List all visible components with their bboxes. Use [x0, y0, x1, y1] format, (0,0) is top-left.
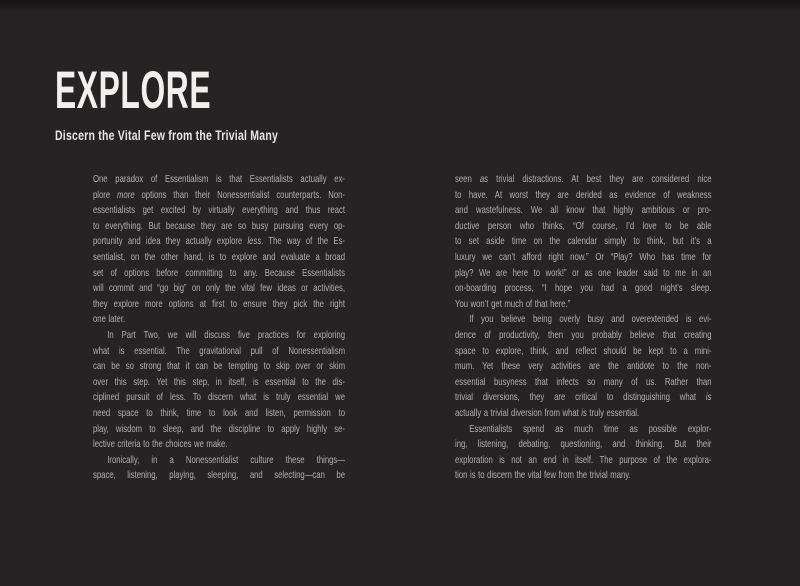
text-line: ductive person who thinks, “Of course, I’d love to be able: [455, 220, 712, 232]
text-line: You won’t get much of that here.”: [455, 298, 571, 310]
text-line: lective criteria to the choices we make.: [93, 439, 228, 451]
chapter-subtitle-wrap: [55, 127, 352, 145]
text-line: to have. At worst they are derided as evidence of weakness: [455, 189, 712, 201]
text-line: need space to think, time to look and listen, permission to: [93, 407, 345, 419]
text-line: play, wisdom to sleep, and the discipline to apply highly se-: [93, 423, 345, 435]
chapter-title: EXPLORE: [55, 61, 212, 120]
text-column-right: [455, 172, 712, 484]
text-line: Essentialists spend as much time as possible explor-: [469, 423, 712, 435]
text-line: to everything. But because they are so busy pursuing every op-: [93, 220, 345, 232]
text-line: on-boarding process, “I hope you had a good night’s sleep.: [455, 283, 712, 295]
text-line: actually a trivial diversion from what is truly essential.: [455, 407, 640, 419]
text-column-left: [93, 172, 345, 484]
text-line: play? We are here to work!” or as one leader said to me in an: [455, 267, 712, 279]
text-line: will commit and “go big” on only the vital few ideas or activities,: [93, 283, 345, 295]
text-line: Ironically, in a Nonessentialist culture these things—: [107, 454, 345, 466]
text-line: essentialists get excited by virtually everything and thus react: [93, 205, 345, 217]
text-line: one later.: [93, 314, 126, 326]
text-line: exploration is not an end in itself. The purpose of the explora-: [455, 454, 712, 466]
text-line: portunity and idea they actually explore less. The way of the Es-: [93, 236, 345, 248]
text-line: space, listening, playing, sleeping, and selecting—can be: [93, 470, 345, 482]
text-line: One paradox of Essentialism is that Essentialists actually ex-: [93, 174, 345, 185]
text-line: space to explore, think, and reflect should be kept to a mini-: [455, 345, 712, 357]
text-line: dence of productivity, then you probably believe that creating: [455, 329, 712, 341]
text-line: set of options before committing to any. Because Essentialists: [93, 267, 345, 279]
text-line: to set aside time on the calendar simply to think, but it’s a: [455, 236, 712, 248]
page-top-shadow: [0, 0, 800, 13]
text-line: they explore more options at first to ensure they pick the right: [93, 298, 345, 310]
text-line: In Part Two, we will discuss five practices for exploring: [107, 329, 345, 341]
text-line: tion is to discern the vital few from the trivial many.: [455, 470, 631, 482]
text-line: essential busyness that infects so many of us. Rather than: [455, 376, 712, 388]
text-line: seen as trivial distractions. At best they are considered nice: [455, 174, 712, 185]
chapter-title-wrap: [55, 61, 315, 120]
text-line: what is essential. The gravitational pull of Nonessentialism: [93, 345, 345, 357]
text-line: If you believe being overly busy and overextended is evi-: [469, 314, 712, 326]
text-line: ing, listening, debating, questioning, and thinking. But their: [455, 439, 712, 451]
text-line: plore more options than their Nonessentialist counterparts. Non-: [93, 189, 345, 201]
text-line: trivial diversions, they are critical to distinguishing what is: [455, 392, 712, 404]
text-line: and wastefulness. We all know that highly ambitious or pro-: [455, 205, 712, 217]
text-line: mum. Yet these very activities are the antidote to the non-: [455, 361, 712, 373]
chapter-subtitle: Discern the Vital Few from the Trivial Many: [55, 127, 279, 143]
text-line: over this step. Yet this step, in itself, is essential to the dis-: [93, 376, 345, 388]
text-line: sentialist, on the other hand, is to explore and evaluate a broad: [93, 251, 345, 263]
text-line: ciplined pursuit of less. To discern what is truly essential we: [93, 392, 345, 404]
text-line: luxury we can’t afford right now.” Or “Play? Who has time for: [455, 251, 712, 263]
text-line: can be so strong that it can be tempting to skip over or skim: [93, 361, 345, 373]
